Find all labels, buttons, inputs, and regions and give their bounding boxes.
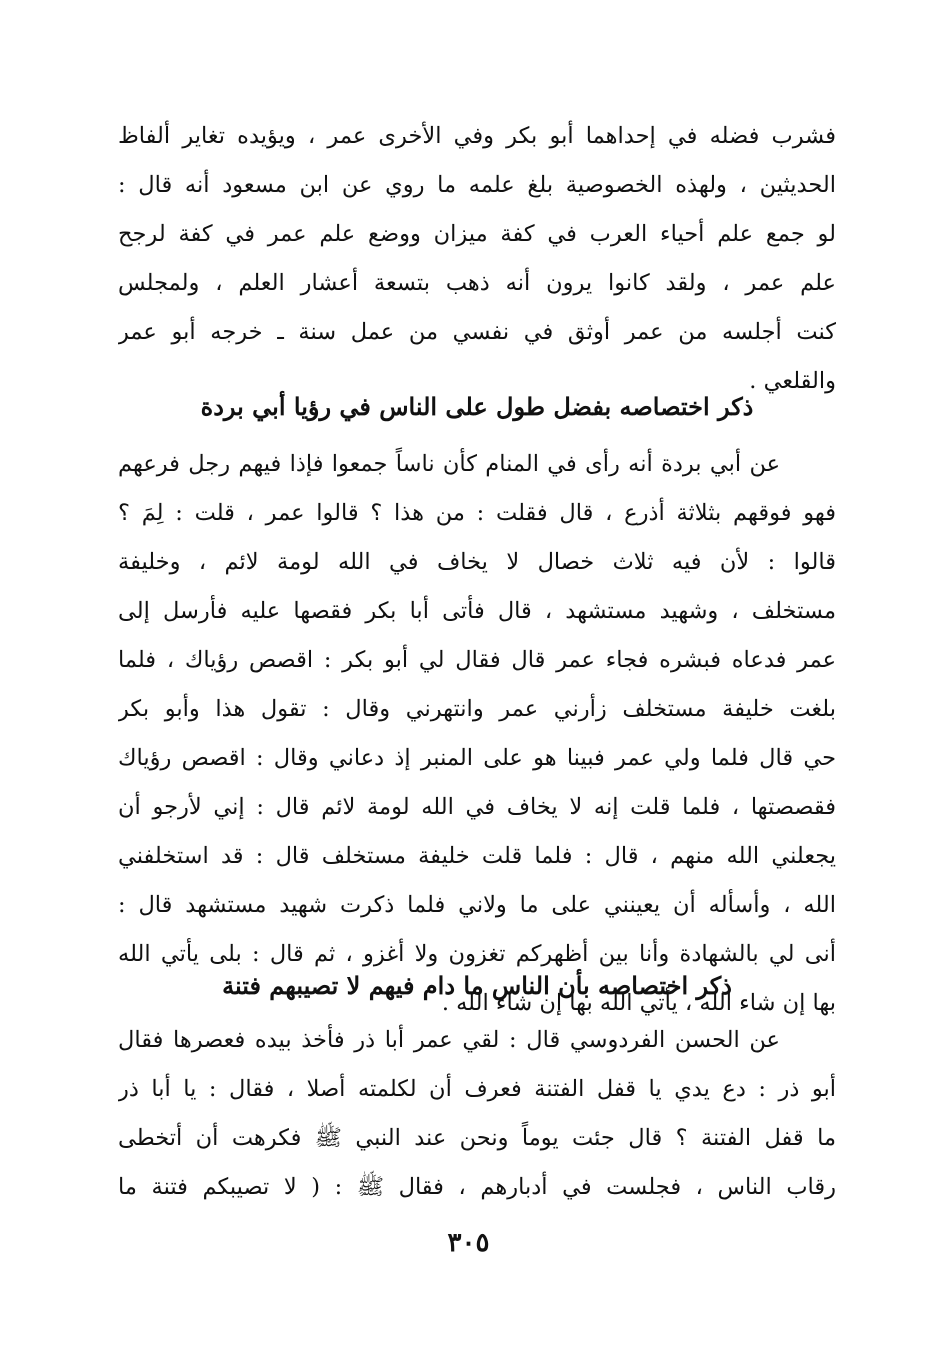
section-heading-no-fitna: ذكر اختصاصه بأن الناس ما دام فيهم لا تصيبهم فتنة	[222, 971, 732, 1000]
text-line: أنى لي بالشهادة وأنا بين أظهركم تغزون ولا أغزو ، ثم قال : بلى يأتي الله	[118, 941, 836, 967]
text-line: بلغت خليفة مستخلف زأرني عمر وانتهرني وقال : تقول هذا وأبو بكر	[118, 696, 836, 722]
text-line: حي قال فلما ولي عمر فبينا هو على المنبر إذ دعاني وقال : اقصص رؤياك	[118, 745, 836, 771]
text-line: كنت أجلسه من عمر أوثق في نفسي من عمل سنة ـ خرجه أبو عمر	[118, 319, 836, 345]
section-heading-abu-burda-dream: ذكر اختصاصه بفضل طول على الناس في رؤيا أبي بردة	[200, 392, 754, 421]
text-line: علم عمر ، ولقد كانوا يرون أنه ذهب بتسعة أعشار العلم ، ولمجلس	[118, 270, 836, 296]
text-line: قالوا : لأن فيه ثلاث خصال لا يخاف في الله لومة لائم ، وخليفة	[118, 549, 836, 575]
text-line: لو جمع علم أحياء العرب في كفة ميزان ووضع علم عمر في كفة لرجح	[118, 221, 836, 247]
text-line: عمر فدعاه فبشره فجاء عمر قال فقال لي أبو بكر : اقصص رؤياك ، فلما	[118, 647, 836, 673]
text-line: الله ، وأسأله أن يعينني على ما ولاني فلما ذكرت شهيد مستشهد قال :	[118, 892, 836, 918]
text-line: يجعلني الله منهم ، قال : فلما قلت خليفة مستخلف قال : قد استخلفني	[118, 843, 836, 869]
text-line: أبو ذر : دع يدي يا قفل الفتنة فعرف أن لكلمته أصلا ، فقال : يا أبا ذر	[118, 1076, 836, 1102]
paragraph-1	[118, 112, 836, 406]
text-line: فشرب فضله في إحداهما أبو بكر وفي الأخرى عمر ، ويؤيده تغاير ألفاظ	[118, 123, 836, 149]
text-line: بها إن شاء الله ، يأتي الله بها إن شاء الله .	[441, 990, 836, 1016]
text-line: والقلعي .	[749, 368, 836, 394]
text-line: فقصصتها ، فلما قلت إنه لا يخاف في الله لومة لائم قال : إني لأرجو أن	[118, 794, 836, 820]
paragraph-2	[118, 440, 836, 1028]
text-line: رقاب الناس ، فجلست في أدبارهم ، فقال ﷺ : ( لا تصيبكم فتنة ما	[118, 1174, 836, 1200]
text-line: مستخلف ، وشهيد مستشهد ، قال فأتى أبا بكر فقصها عليه فأرسل إلى	[118, 598, 836, 624]
text-line: ما قفل الفتنة ؟ قال جئت يوماً ونحن عند النبي ﷺ فكرهت أن أتخطى	[118, 1125, 836, 1151]
paragraph-3	[118, 1016, 836, 1212]
text-line: عن أبي بردة أنه رأى في المنام كأن ناساً جمعوا فإذا فيهم رجل فرعهم	[118, 451, 780, 477]
page-number: ٣٠٥	[447, 1228, 490, 1258]
text-line: عن الحسن الفردوسي قال : لقي عمر أبا ذر فأخذ بيده فعصرها فقال	[118, 1027, 780, 1053]
text-line: الحديثين ، ولهذه الخصوصية بلغ علمه ما روي عن ابن مسعود أنه قال :	[118, 172, 836, 198]
text-line: فهو فوقهم بثلاثة أذرع ، قال فقلت : من هذا ؟ قالوا عمر ، قلت : لِمَ ؟	[118, 500, 836, 526]
